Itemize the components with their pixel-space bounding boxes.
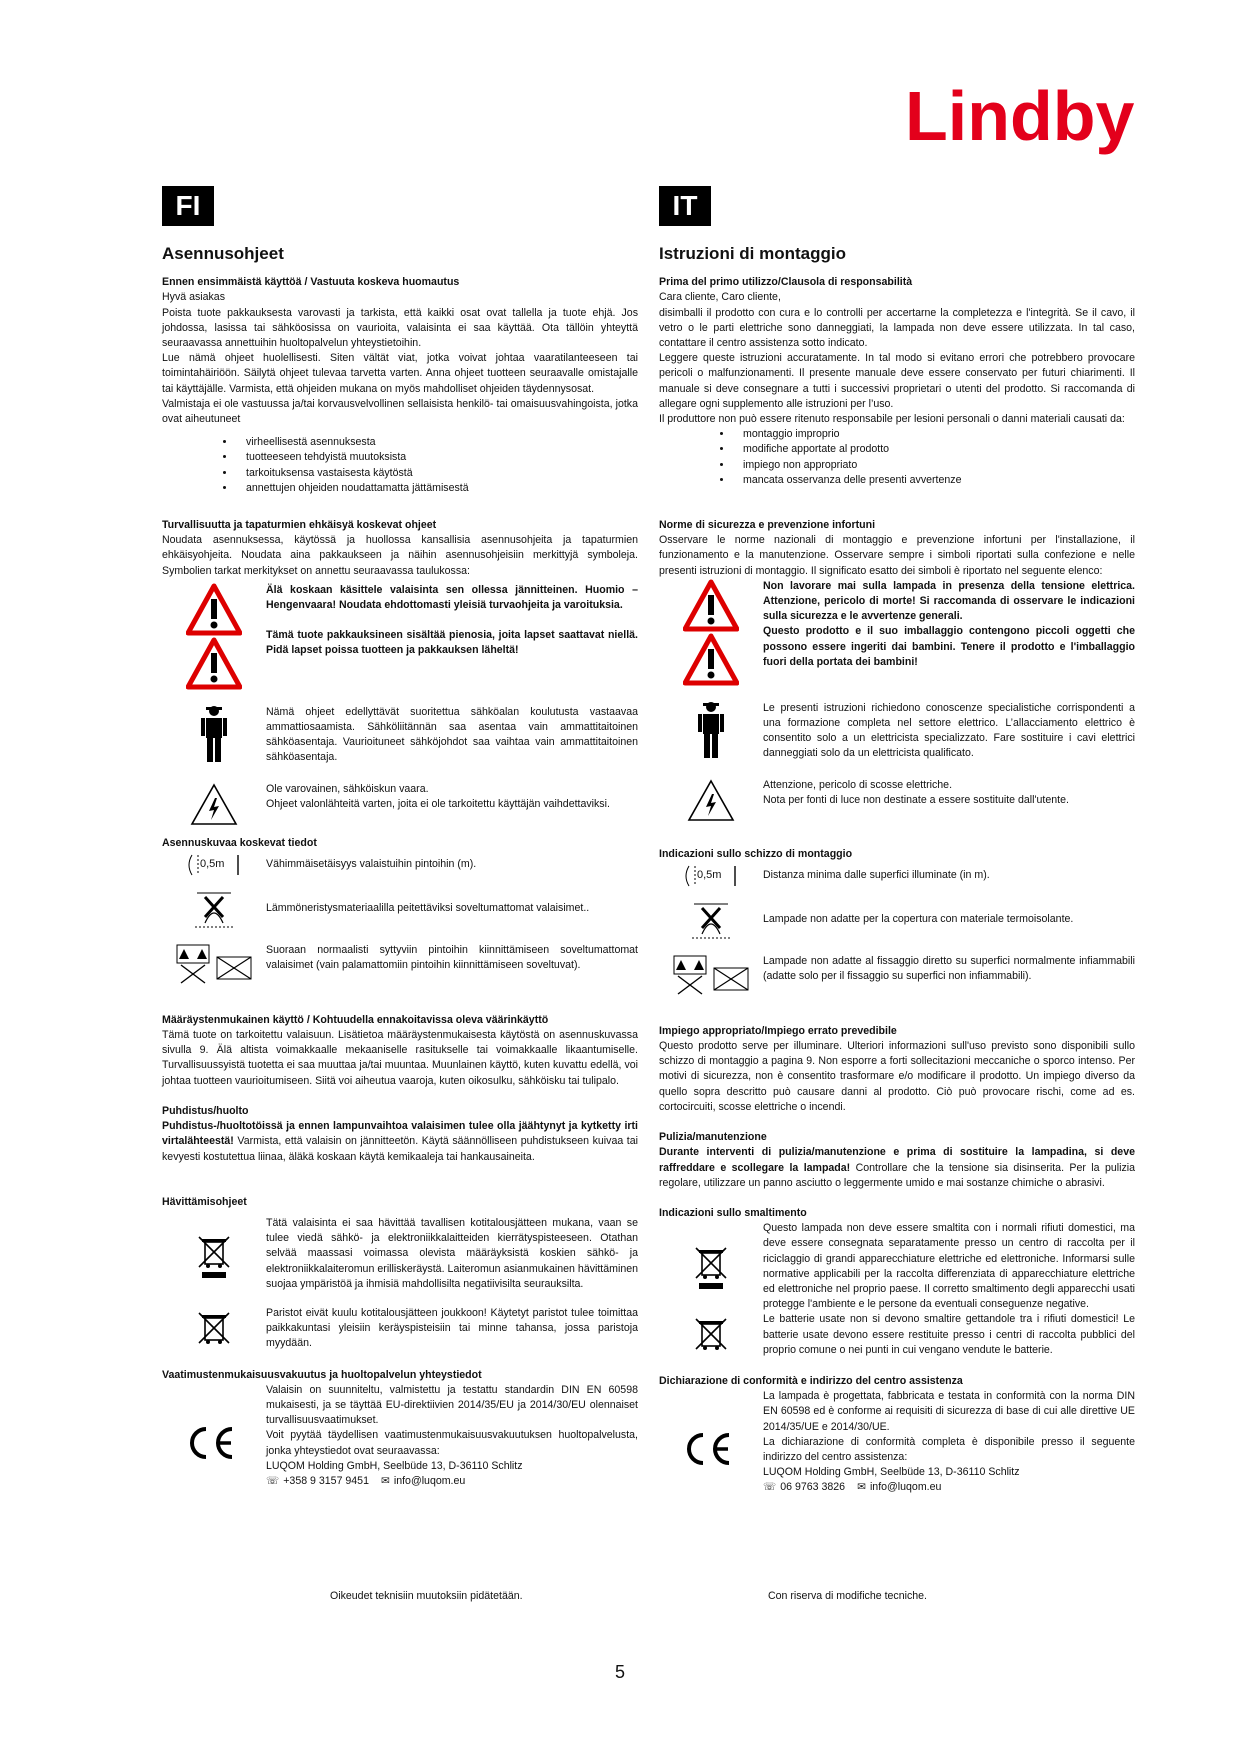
shock-text: Ole varovainen, sähköiskun vaara. (266, 782, 429, 795)
battery-text: Paristot eivät kuulu kotitalousjätteen joukkoon! Käytetyt paristot tulee toimittaa paikkakuntasi yleisiin keräyspisteisiin tai minne tahansa, jossa paristoja myydään. (266, 1306, 638, 1350)
electrician-icon (198, 705, 230, 763)
shock-text: Ohjeet valonlähteitä varten, joita ei ole tarkoitettu käyttäjän vaihdettaviksi. (266, 797, 610, 810)
ce-mark-icon (184, 1423, 244, 1463)
conformity-heading: Dichiarazione di conformità e indirizzo del centro assistenza (659, 1374, 963, 1387)
list-item: • montaggio improprio (733, 427, 1135, 442)
page-number: 5 (614, 1662, 625, 1682)
phone: +358 9 3157 9451 (283, 1474, 369, 1487)
warning-text: Tämä tuote pakkauksineen sisältää pienosia, joita lapset saattavat niellä. Pidä lapset poissa tuotteen ja pakkauksen läheltä! (266, 629, 638, 657)
liability-list (162, 435, 638, 496)
electrician-row (162, 705, 638, 766)
list-item: • mancata osservanza delle presenti avvertenze (733, 473, 1135, 488)
conformity-heading: Vaatimustenmukaisuusvakuutus ja huoltopalvelun yhteystiedot (162, 1368, 482, 1381)
phone-icon: ☏ (763, 1481, 777, 1494)
cleaning-text (659, 1145, 1135, 1191)
safety-heading: Turvallisuutta ja tapaturmien ehkäisyä koskevat ohjeet (162, 519, 437, 532)
flammable-row (162, 943, 638, 985)
cleaning-instructions: Varmista, että valaisin on jännitteetön. Käytä säännölliseen puhdistukseen kuivaa tai kevyesti kostutettua liinaa, äläkä koskaan käytä kemikaaleja tai hankausaineita. (162, 1135, 638, 1163)
cleaning-heading: Puhdistus/huolto (162, 1104, 249, 1117)
brand-name: Lindby (905, 78, 1135, 155)
phone: 06 9763 3826 (780, 1481, 846, 1494)
distance-label: 0,5m (697, 868, 722, 881)
ce-mark-icon (681, 1429, 741, 1469)
column-it (659, 186, 1135, 1496)
conformity-text: La dichiarazione di conformità completa è disponibile presso il seguente indirizzo del centro assistenza: (763, 1435, 1135, 1463)
warning-row (162, 583, 638, 691)
language-badge-it: IT (659, 186, 711, 226)
cleaning-text (162, 1119, 638, 1165)
footer-note-it: Con riserva di modifiche tecniche. (768, 1590, 927, 1602)
flammable-surface-icon (672, 954, 750, 996)
address: LUQOM Holding GmbH, Seelbüde 13, D-36110 Schlitz (266, 1459, 523, 1472)
electrician-icon (695, 701, 727, 759)
warning-text: Non lavorare mai sulla lampada in presenza della tensione elettrica. Attenzione, pericolo di morte! Si raccomanda di osservare le indicazioni sulla sicurezza e le avvertenze generali. (763, 579, 1135, 623)
shock-row (162, 782, 638, 826)
paragraph: Questo prodotto serve per illuminare. Ulteriori informazioni sull'uso previsto sono disponibili sullo schizzo di montaggio a pagina 9. Non esporre a forti sollecitazioni meccaniche o sporco intenso. Per motivi di sicurezza, non è consentito trasformare e/o modificare il prodotto. Un impiego diverso da quello sopra descritto può causare danni al prodotto. Ciò può provocare rischi, come ad es. cortocircuiti, scosse elettriche o incendi. (659, 1040, 1135, 1113)
list-item: • impiego non appropriato (733, 458, 1135, 473)
conformity-row (162, 1383, 638, 1489)
battery-row (162, 1306, 638, 1352)
list-item: • annettujen ohjeiden noudattamatta jättämisestä (236, 481, 638, 496)
list-item: • tarkoituksensa vastaisesta käytöstä (236, 466, 638, 481)
disposal-heading: Indicazioni sullo smaltimento (659, 1206, 807, 1219)
paragraph: Il produttore non può essere ritenuto responsabile per lesioni personali o danni materiali causati da: (659, 413, 1125, 426)
disposal-heading: Hävittämisohjeet (162, 1195, 247, 1208)
mail-icon: ✉ (380, 1474, 390, 1487)
electrician-text: Le presenti istruzioni richiedono conoscenze specialistiche corrispondenti a una formazione completa nel settore elettrico. L’allacciamento elettrico è consentito solo a un elettricista specializzato. Fare sostituire i cavi elettrici danneggiati solo da un elettricista qualificato. (763, 701, 1135, 760)
warning-triangle-icon (683, 633, 739, 687)
no-insulation-cover-icon (688, 900, 734, 940)
list-item: • modifiche apportate al prodotto (733, 442, 1135, 457)
thermal-row (162, 889, 638, 929)
drawing-heading: Asennuskuvaa koskevat tiedot (162, 836, 317, 849)
paragraph: Poista tuote pakkauksesta varovasti ja tarkista, että kaikki osat ovat tallella ja tuote ehjä. Jos johdossa, lasissa tai sähköosissa on vaurioita, valaisinta ei saa käyttää. Ota tällöin yhteyttä seuraavassa annettuihin huoltopalvelun yhteystietoihin. (162, 306, 638, 350)
greeting: Cara cliente, Caro cliente, (659, 291, 781, 304)
warning-triangle-icon (186, 583, 242, 637)
email: info@luqom.eu (869, 1481, 942, 1494)
warning-text: Questo prodotto e il suo imballaggio contengono piccoli oggetti che possono essere ingeriti dai bambini. Tenere il prodotto e l'imballaggio fuori della portata dei bambini! (763, 625, 1135, 668)
conformity-text: La lampada è progettata, fabbricata e testata in conformità con la norma DIN EN 60598 ed è conforme ai requisiti di sicurezza di base di cui alle direttive UE 2014/35/UE e 2014/30/UE. (763, 1390, 1135, 1433)
weee-bar (202, 1272, 226, 1278)
contact-line (266, 1474, 638, 1489)
paragraph: Osservare le norme nazionali di montaggio e prevenzione infortuni per l'installazione, il funzionamento e la manutenzione. Osservare sempre i simboli riportati sulla confezione e nelle presenti istruzioni di montaggio. Il significato esatto dei simboli è riportato nel seguente elenco: (659, 534, 1135, 577)
distance-text: Distanza minima dalle superfici illuminate (in m). (763, 868, 990, 881)
cleaning-warning: Puhdistus-/huoltotöissä ja ennen lampunvaihtoa valaisimen tulee olla jäähtynyt ja kytketty irti virtalähteestä! (162, 1120, 638, 1148)
use-heading: Määräystenmukainen käyttö / Kohtuudella ennakoitavissa oleva väärinkäyttö (162, 1013, 549, 1026)
liability-list (659, 427, 1135, 488)
conformity-text: Valaisin on suunniteltu, valmistettu ja testattu standardin DIN EN 60598 mukaisesti, ja se täyttää EU-direktiivien 2014/35/EU ja 2014/30/EU olennaiset turvallisuusvaatimukset. (266, 1383, 638, 1427)
shock-row (659, 778, 1135, 822)
weee-bin-icon (693, 1245, 729, 1281)
battery-text: Le batterie usate non si devono smaltire gettandole tra i rifiuti domestici! Le batterie usate devono essere restituite presso i centri di raccolta pubblici del proprio comune o nei punti in cui vengano vendute le batterie. (763, 1313, 1135, 1356)
thermal-text: Lampade non adatte per la copertura con materiale termoisolante. (763, 912, 1074, 925)
contact-line (763, 1480, 1135, 1495)
distance-row (162, 853, 638, 879)
electric-shock-icon (190, 782, 238, 826)
paragraph: Noudata asennuksessa, käytössä ja huollossa kansallisia asennusohjeita ja tapaturmien ehkäisyohjeita. Noudata aina pakkaukseen ja näihin asennusohjeisiin merkittyjä symboleja. Symbolien tarkat merkitykset on annettu seuraavassa taulukossa: (162, 534, 638, 577)
warning-triangle-icon (186, 637, 242, 691)
weee-bin-icon (693, 1316, 729, 1352)
shock-text: Nota per fonti di luce non destinate a essere sostituite dall'utente. (763, 793, 1069, 806)
mail-icon: ✉ (857, 1481, 866, 1494)
weee-row (659, 1221, 1135, 1312)
email: info@luqom.eu (393, 1474, 466, 1487)
weee-row (162, 1216, 638, 1292)
warning-text: Älä koskaan käsittele valaisinta sen ollessa jännitteinen. Huomio – Hengenvaara! Noudata ehdottomasti yleisiä turvaohjeita ja varoituksia. (266, 583, 638, 612)
disposal-text: Questo lampada non deve essere smaltita con i normali rifiuti domestici, ma deve essere consegnata separatamente presso un centro di raccolta per il riciclaggio di grandi apparecchiature elettriche ed elettroniche. Informarsi sulle normative applicabili per la raccolta differenziata di apparecchiature elettriche ed elettroniche nel proprio paese. Il corretto smaltimento degli apparecchi usati protegge l'ambiente e le persone da eventuali conseguenze negative. (763, 1222, 1135, 1311)
no-insulation-cover-icon (191, 889, 237, 929)
safety-heading: Norme di sicurezza e prevenzione infortuni (659, 519, 876, 532)
thermal-text: Lämmöneristysmateriaalilla peitettäviksi soveltumattomat valaisimet.. (266, 901, 590, 914)
paragraph: disimballi il prodotto con cura e lo controlli per accertarne la completezza e l'integrità. Se il cavo, il vetro o le parti elettriche sono danneggiati, la lampada non deve essere utilizzata. In tal caso, contattare il centro assistenza sotto indicato. (659, 306, 1135, 350)
weee-bin-icon (196, 1310, 232, 1346)
use-heading: Impiego appropriato/Impiego errato prevedibile (659, 1024, 897, 1037)
distance-row (659, 864, 1135, 890)
paragraph: Lue nämä ohjeet huolellisesti. Siten vältät viat, jotka voivat johtaa vaaratilanteeseen tai toimintahäiriöön. Säilytä ohjeet tulevaa tarvetta varten. Anna ohjeet tuotteen seuraavalle omistajalle tai käyttäjälle. Varmista, että ohjeiden mukana on myös mahdolliset ohjeiden täydennysosat. (162, 352, 638, 395)
weee-bin-icon (196, 1234, 232, 1270)
language-badge-fi: FI (162, 186, 214, 226)
brand-logo (900, 78, 1140, 168)
flammable-text: Lampade non adatte al fissaggio diretto su superfici normalmente infiammabili (adatte solo per il fissaggio su superfici non infiammabili). (763, 954, 1135, 983)
electrician-text: Nämä ohjeet edellyttävät suoritettua sähköalan koulutusta vastaavaa ammattiosaamista. Sähköliitännän saa asentaa vain ammattitaitoinen sähköasentaja. Vaurioituneet sähköjohdot saa vaihtaa vain ammattitaitoinen sähköasentaja. (266, 705, 638, 764)
section-title: Istruzioni di montaggio (659, 244, 846, 263)
address: LUQOM Holding GmbH, Seelbüde 13, D-36110 Schlitz (763, 1466, 1020, 1479)
list-item: • tuotteeseen tehdyistä muutoksista (236, 450, 638, 465)
warning-triangle-icon (683, 579, 739, 633)
cleaning-heading: Pulizia/manutenzione (659, 1131, 767, 1144)
section-title: Asennusohjeet (162, 244, 284, 263)
paragraph: Valmistaja ei ole vastuussa ja/tai korvausvelvollinen sellaisista henkilö- tai omaisuusvahingoista, jotka ovat aiheutuneet (162, 397, 638, 426)
conformity-text: Voit pyytää täydellisen vaatimustenmukaisuusvakuutuksen huoltopalvelusta, jonka yhteystiedot ovat seuraavassa: (266, 1429, 638, 1457)
greeting: Hyvä asiakas (162, 291, 225, 304)
phone-icon: ☏ (266, 1474, 280, 1487)
footer-note-fi: Oikeudet teknisiin muutoksiin pidätetään. (330, 1590, 523, 1602)
shock-text: Attenzione, pericolo di scosse elettriche. (763, 778, 953, 791)
list-item: • virheellisestä asennuksesta (236, 435, 638, 450)
electric-shock-icon (687, 778, 735, 822)
distance-text: Vähimmäisetäisyys valaistuihin pintoihin (m). (266, 857, 477, 870)
battery-row (659, 1312, 1135, 1358)
flammable-surface-icon (175, 943, 253, 985)
paragraph: Tämä tuote on tarkoitettu valaisuun. Lisätietoa määräystenmukaisesta käytöstä on asennuskuvassa sivulla 9. Älä altista voimakkaalle mekaaniselle rasitukselle tai voimakkaalle likaantumiselle. Turvallisuussyistä tuotetta ei saa muuttaa ja/tai muuntaa. Muunlainen käyttö, kuten kuvattu edellä, voi johtaa tuotteen vaurioitumiseen. Siitä voi aiheutua vaaroja, kuten oikosulku, sähköisku tai tulipalo. (162, 1029, 638, 1087)
disposal-text: Tätä valaisinta ei saa hävittää tavallisen kotitalousjätteen mukana, vaan se tulee viedä sähkö- ja elektroniikkalaitteiden kierrätyspisteeseen. Otathan selvää maassasi voimassa olevista määräyksistä koskien sähkö- ja elektroniikkalaiteromun erilliskeräystä. Laiteromun asianmukainen hävittäminen suojaa ympäristöä ja ihmisiä mahdollisilta negatiivisilta seurauksilta. (266, 1216, 638, 1290)
cleaning-warning: Durante interventi di pulizia/manutenzione e prima di sostituire la lampadina, si deve raffreddare e scollegare la lampada! (659, 1146, 1135, 1174)
first-use-heading: Ennen ensimmäistä käyttöä / Vastuuta koskeva huomautus (162, 276, 460, 289)
flammable-text: Suoraan normaalisti syttyviin pintoihin kiinnittämiseen soveltumattomat valaisimet (vain palamattomiin pintoihin kiinnittämiseen soveltuvat). (266, 943, 638, 972)
electrician-row (659, 701, 1135, 762)
conformity-row (659, 1389, 1135, 1495)
column-fi (162, 186, 638, 1489)
warning-row (659, 579, 1135, 687)
distance-label: 0,5m (200, 857, 225, 870)
flammable-row (659, 954, 1135, 996)
drawing-heading: Indicazioni sullo schizzo di montaggio (659, 847, 853, 860)
thermal-row (659, 900, 1135, 940)
paragraph: Leggere queste istruzioni accuratamente. In tal modo si evitano errori che potrebbero provocare pericoli o malfunzionamenti. Il presente manuale deve essere conservato per futuri chiarimenti. Il manuale si deve consegnare a tutti i successivi proprietari o utenti del prodotto. Si raccomanda di allegare ogni supplemento alle istruzioni per l’uso. (659, 352, 1135, 410)
cleaning-instructions: Controllare che la tensione sia disinserita. Per la pulizia regolare, utilizzare un panno asciutto o leggermente umido e mai sostanze chimiche o abrasivi. (659, 1161, 1135, 1189)
first-use-heading: Prima del primo utilizzo/Clausola di responsabilità (659, 276, 913, 289)
weee-bar (699, 1283, 723, 1289)
